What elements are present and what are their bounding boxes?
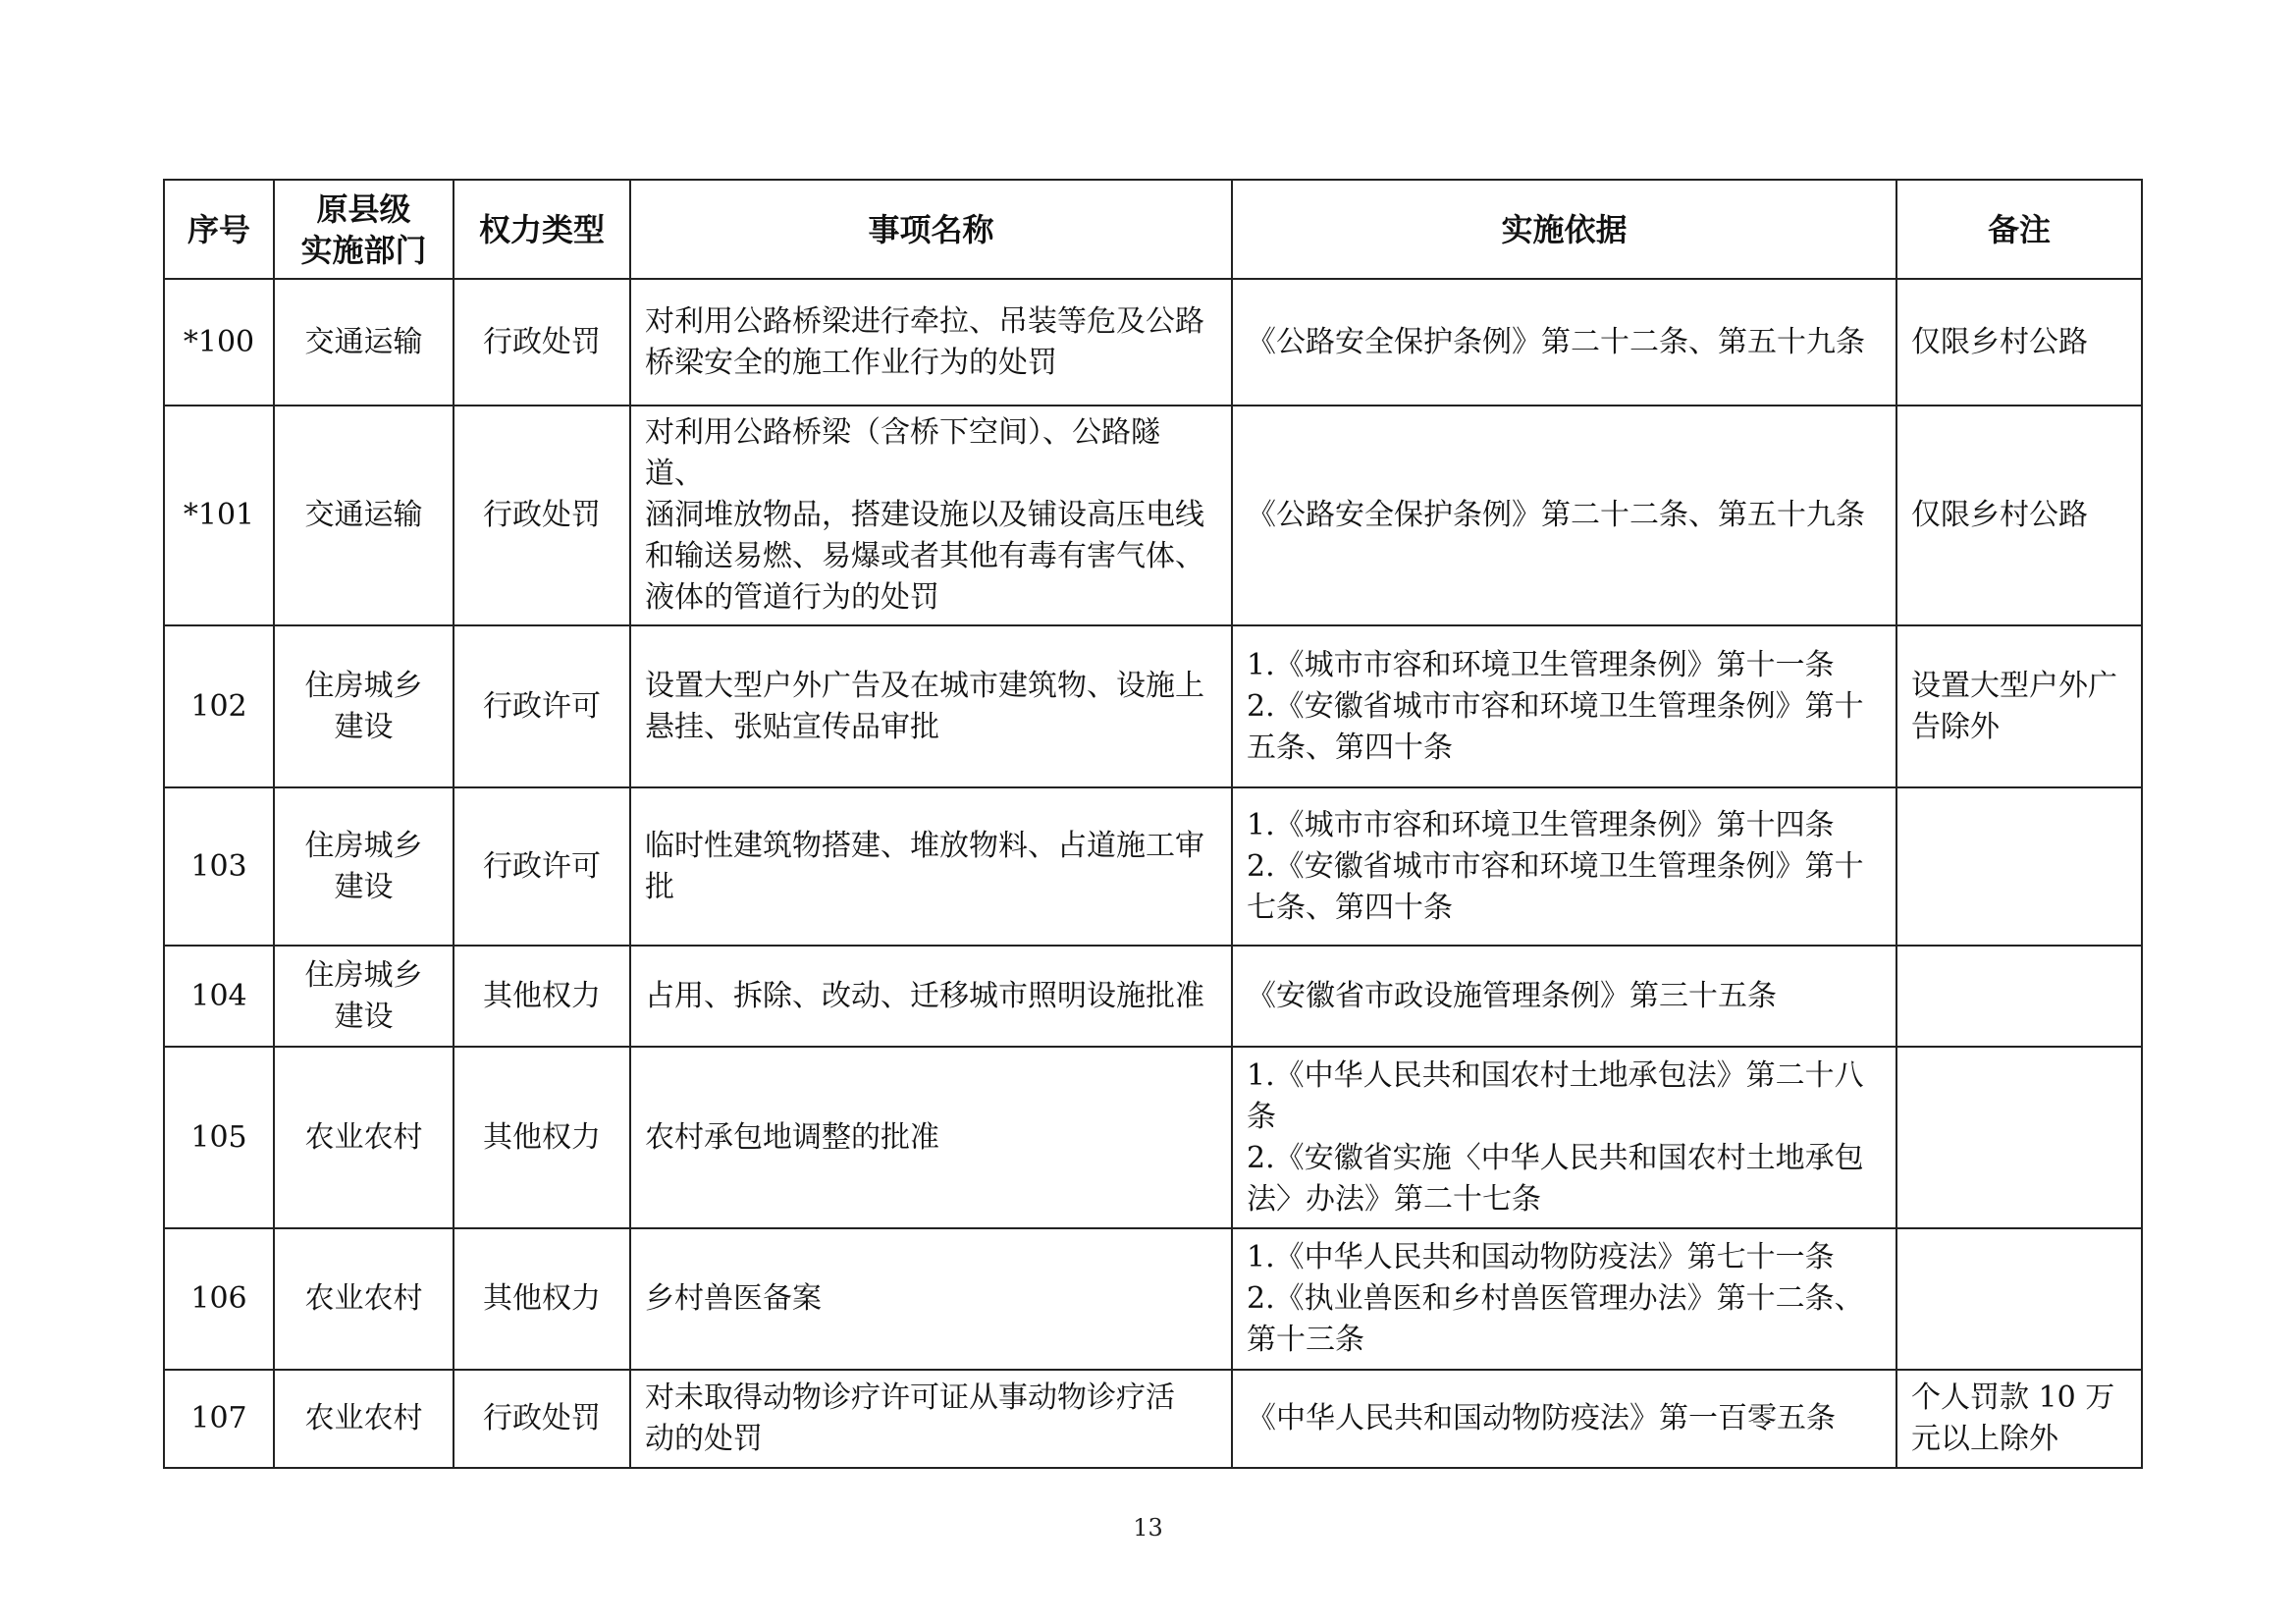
cell-basis [1232, 787, 1896, 946]
cell-basis-line: 2.《执业兽医和乡村兽医管理办法》第十二条、 [1247, 1281, 1864, 1316]
header-dept-line: 原县级 [316, 189, 411, 228]
cell-basis [1232, 279, 1896, 406]
cell-basis-line: 1.《城市市容和环境卫生管理条例》第十四条 [1247, 807, 1835, 842]
cell-remark-line: 元以上除外 [1911, 1422, 2058, 1456]
cell-power-type: 其他权力 [454, 1228, 630, 1370]
cell-dept-line: 建设 [334, 869, 394, 904]
cell-seq: 105 [164, 1047, 274, 1228]
table-row [164, 406, 2142, 625]
cell-remark [1896, 625, 2142, 787]
cell-remark [1896, 1047, 2142, 1228]
table-row [164, 625, 2142, 787]
cell-remark [1896, 787, 2142, 946]
cell-item-name-line: 占用、拆除、改动、迁移城市照明设施批准 [645, 978, 1204, 1013]
cell-basis-line: 2.《安徽省城市市容和环境卫生管理条例》第十 [1247, 688, 1864, 724]
header-power-type: 权力类型 [454, 180, 630, 279]
cell-power-type: 行政处罚 [454, 279, 630, 406]
cell-remark [1896, 946, 2142, 1047]
cell-basis-line: 《公路安全保护条例》第二十二条、第五十九条 [1247, 324, 1865, 359]
cell-remark-line: 仅限乡村公路 [1911, 324, 2088, 359]
cell-item-name-line: 液体的管道行为的处罚 [645, 580, 939, 615]
cell-dept-line: 交通运输 [304, 498, 423, 532]
cell-item-name-line: 批 [645, 869, 674, 904]
cell-basis [1232, 946, 1896, 1047]
cell-remark-line: 仅限乡村公路 [1911, 498, 2088, 532]
cell-power-type: 其他权力 [454, 1047, 630, 1228]
cell-seq: *101 [164, 406, 274, 625]
table-header-row [164, 180, 2142, 279]
cell-basis-line: 七条、第四十条 [1247, 890, 1453, 925]
cell-item-name-line: 临时性建筑物搭建、堆放物料、占道施工审 [645, 828, 1204, 863]
cell-item-name [630, 1047, 1232, 1228]
cell-dept [274, 1047, 454, 1228]
cell-item-name-line: 农村承包地调整的批准 [645, 1119, 939, 1155]
cell-basis-line: 1.《城市市容和环境卫生管理条例》第十一条 [1247, 647, 1835, 682]
cell-seq: 103 [164, 787, 274, 946]
cell-remark [1896, 1370, 2142, 1468]
table-row [164, 787, 2142, 946]
header-basis: 实施依据 [1232, 180, 1896, 279]
power-list-table [163, 179, 2143, 1469]
cell-dept [274, 279, 454, 406]
cell-dept-line: 农业农村 [304, 1401, 423, 1435]
cell-dept-line: 住房城乡 [304, 828, 423, 863]
cell-dept-line: 交通运输 [304, 324, 423, 359]
cell-basis-line: 1.《中华人民共和国动物防疫法》第七十一条 [1247, 1240, 1835, 1274]
cell-dept-line: 住房城乡 [304, 957, 423, 993]
cell-basis-line: 法〉办法》第二十七条 [1247, 1181, 1541, 1217]
cell-dept [274, 1370, 454, 1468]
cell-dept [274, 787, 454, 946]
cell-item-name-line: 涵洞堆放物品，搭建设施以及铺设高压电线 [645, 498, 1204, 532]
cell-power-type: 行政许可 [454, 625, 630, 787]
cell-item-name [630, 946, 1232, 1047]
cell-item-name [630, 406, 1232, 625]
cell-item-name [630, 1370, 1232, 1468]
cell-basis [1232, 1370, 1896, 1468]
cell-item-name-line: 悬挂、张贴宣传品审批 [645, 709, 939, 744]
cell-item-name-line: 对未取得动物诊疗许可证从事动物诊疗活 [645, 1380, 1175, 1415]
cell-power-type: 行政处罚 [454, 1370, 630, 1468]
cell-item-name-line: 设置大型户外广告及在城市建筑物、设施上 [645, 668, 1204, 703]
cell-seq: 102 [164, 625, 274, 787]
cell-item-name-line: 动的处罚 [645, 1422, 763, 1456]
cell-dept [274, 406, 454, 625]
cell-item-name-line: 对利用公路桥梁进行牵拉、吊装等危及公路 [645, 303, 1204, 339]
cell-basis [1232, 1047, 1896, 1228]
cell-seq: 104 [164, 946, 274, 1047]
cell-dept-line: 农业农村 [304, 1281, 423, 1316]
cell-basis-line: 第十三条 [1247, 1323, 1364, 1357]
cell-basis-line: 五条、第四十条 [1247, 730, 1453, 765]
cell-item-name-line: 桥梁安全的施工作业行为的处罚 [645, 345, 1057, 380]
table-row [164, 1370, 2142, 1468]
cell-basis-line: 《公路安全保护条例》第二十二条、第五十九条 [1247, 498, 1865, 532]
cell-remark [1896, 406, 2142, 625]
cell-dept-line: 建设 [334, 709, 394, 744]
cell-power-type: 行政许可 [454, 787, 630, 946]
header-item-name: 事项名称 [630, 180, 1232, 279]
cell-seq: 107 [164, 1370, 274, 1468]
cell-basis-line: 2.《安徽省实施〈中华人民共和国农村土地承包 [1247, 1140, 1864, 1175]
header-dept-line: 实施部门 [300, 231, 427, 269]
cell-item-name-line: 对利用公路桥梁（含桥下空间）、公路隧道、 [645, 415, 1160, 491]
cell-dept [274, 946, 454, 1047]
cell-dept [274, 625, 454, 787]
page-number: 13 [1133, 1514, 1163, 1542]
cell-power-type: 其他权力 [454, 946, 630, 1047]
cell-remark-line: 告除外 [1911, 709, 2000, 744]
table-row [164, 1047, 2142, 1228]
cell-basis-line: 《安徽省市政设施管理条例》第三十五条 [1247, 978, 1777, 1013]
cell-basis-line: 《中华人民共和国动物防疫法》第一百零五条 [1247, 1401, 1836, 1435]
header-dept [274, 180, 454, 279]
cell-remark-line: 设置大型户外广 [1911, 668, 2117, 703]
cell-basis [1232, 1228, 1896, 1370]
table-row [164, 1228, 2142, 1370]
header-remark: 备注 [1896, 180, 2142, 279]
cell-seq: 106 [164, 1228, 274, 1370]
cell-dept-line: 建设 [334, 999, 394, 1034]
header-seq: 序号 [164, 180, 274, 279]
cell-item-name-line: 乡村兽医备案 [645, 1281, 822, 1316]
cell-item-name-line: 和输送易燃、易爆或者其他有毒有害气体、 [645, 539, 1204, 573]
table-body [164, 279, 2142, 1468]
cell-power-type: 行政处罚 [454, 406, 630, 625]
cell-dept [274, 1228, 454, 1370]
table-row [164, 279, 2142, 406]
cell-dept-line: 农业农村 [304, 1119, 423, 1155]
cell-seq: *100 [164, 279, 274, 406]
cell-remark [1896, 279, 2142, 406]
cell-item-name [630, 1228, 1232, 1370]
cell-basis [1232, 625, 1896, 787]
cell-item-name [630, 787, 1232, 946]
cell-basis [1232, 406, 1896, 625]
table-row [164, 946, 2142, 1047]
cell-basis-line: 1.《中华人民共和国农村土地承包法》第二十八 [1247, 1057, 1864, 1093]
cell-item-name [630, 625, 1232, 787]
cell-dept-line: 住房城乡 [304, 668, 423, 703]
cell-basis-line: 条 [1247, 1099, 1276, 1134]
cell-remark-line: 个人罚款 10 万 [1911, 1380, 2115, 1415]
cell-item-name [630, 279, 1232, 406]
cell-basis-line: 2.《安徽省城市市容和环境卫生管理条例》第十 [1247, 848, 1864, 884]
cell-remark [1896, 1228, 2142, 1370]
